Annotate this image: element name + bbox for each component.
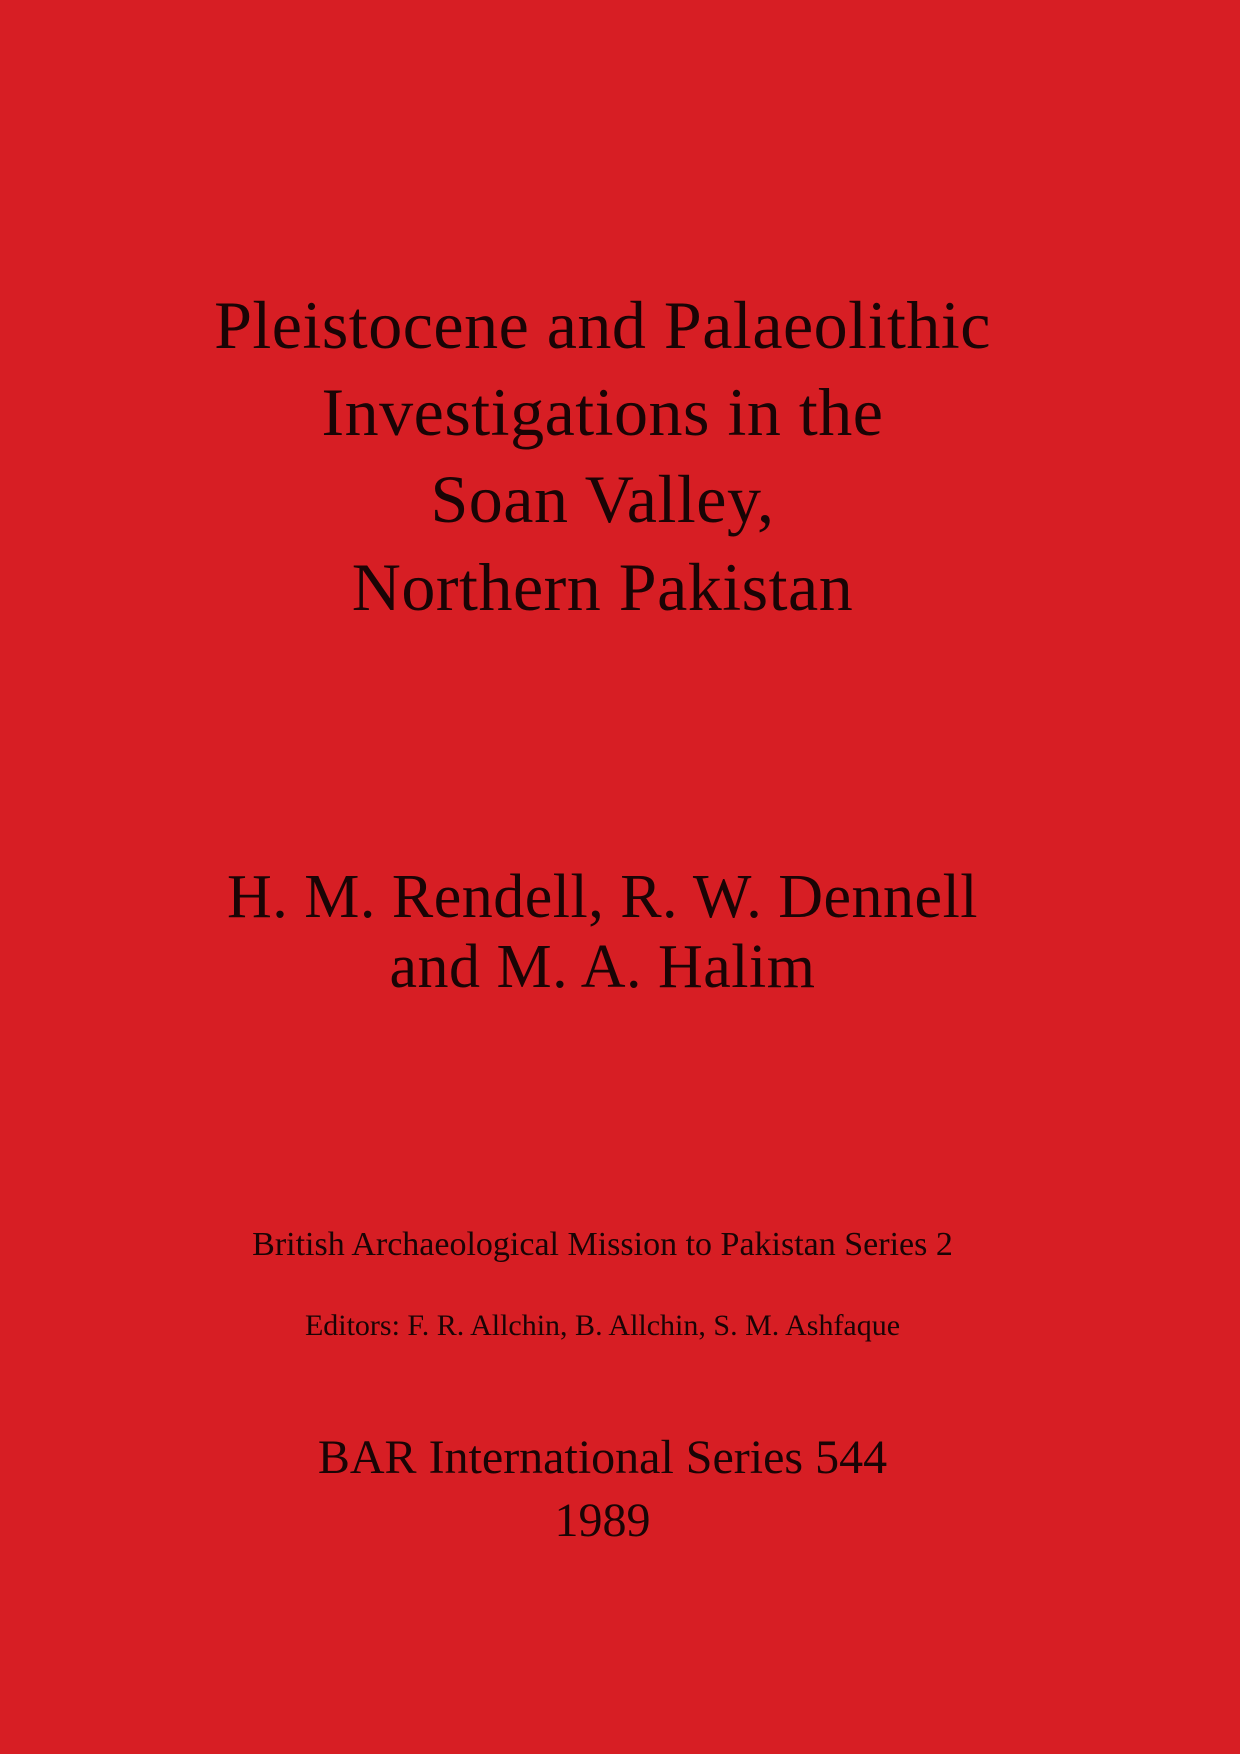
title-line-1: Pleistocene and Palaeolithic xyxy=(214,287,991,363)
bar-series-number: BAR International Series 544 xyxy=(317,1431,888,1484)
title-line-2: Investigations in the xyxy=(321,374,884,450)
editors-line: Editors: F. R. Allchin, B. Allchin, S. M. Ashfaque xyxy=(304,1309,901,1342)
publication-year: 1989 xyxy=(554,1494,651,1547)
author-line-1: H. M. Rendell, R. W. Dennell xyxy=(226,863,979,931)
series-subtitle: British Archaeological Mission to Pakistan Series 2 xyxy=(252,1226,953,1263)
title-line-3: Soan Valley, xyxy=(430,461,775,537)
author-line-2: and M. A. Halim xyxy=(389,933,816,1001)
title-line-4: Northern Pakistan xyxy=(351,549,854,625)
